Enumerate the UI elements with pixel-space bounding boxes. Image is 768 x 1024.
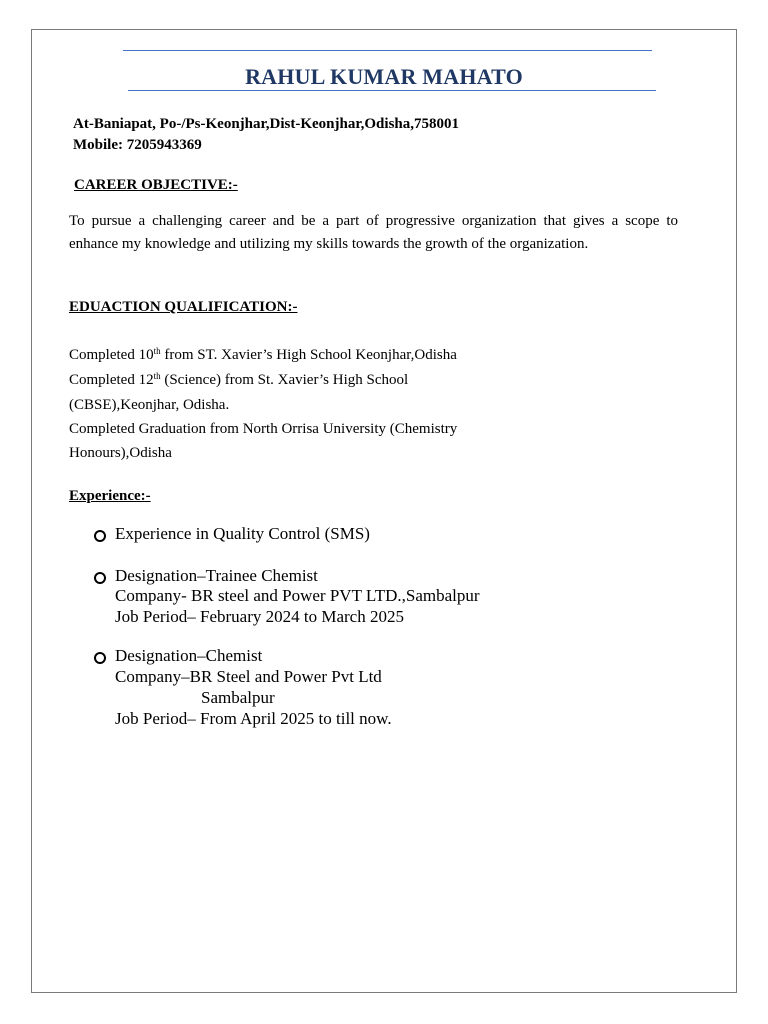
education-line-10th-post: from ST. Xavier’s High School Keonjhar,Odisha <box>160 347 457 363</box>
experience-item-trainee-designation: Designation–Trainee Chemist <box>115 566 318 585</box>
experience-item-chemist-designation: Designation–Chemist <box>115 646 263 665</box>
circle-bullet-icon <box>94 652 106 664</box>
education-line-graduation-cont: Honours),Odisha <box>69 445 172 461</box>
career-objective-heading: CAREER OBJECTIVE:- <box>74 177 238 193</box>
experience-item-chemist-company: Company–BR Steel and Power Pvt Ltd <box>115 667 382 686</box>
career-objective-text: To pursue a challenging career and be a part of progressive organization that gives a scope to enhance my knowledge and utilizing my skills towards the growth of the organization. <box>69 213 678 252</box>
address-line: At-Baniapat, Po-/Ps-Keonjhar,Dist-Keonjhar,Odisha,758001 <box>73 116 460 132</box>
title-rule-top <box>123 50 652 51</box>
education-line-12th-board: (CBSE),Keonjhar, Odisha. <box>69 397 230 413</box>
experience-item-trainee-period: Job Period– February 2024 to March 2025 <box>115 607 404 626</box>
education-line-12th <box>69 372 408 389</box>
education-line-12th-pre: Completed 12 <box>69 372 154 388</box>
experience-item-chemist-period: Job Period– From April 2025 to till now. <box>115 709 392 728</box>
experience-item-qc: Experience in Quality Control (SMS) <box>115 524 370 543</box>
title-rule-bottom <box>128 90 656 91</box>
page-border <box>31 29 737 993</box>
experience-heading: Experience:- <box>69 488 151 504</box>
education-line-10th <box>69 347 457 364</box>
experience-item-trainee-company: Company- BR steel and Power PVT LTD.,Sambalpur <box>115 586 480 605</box>
candidate-name: RAHUL KUMAR MAHATO <box>245 64 523 89</box>
education-line-12th-post: (Science) from St. Xavier’s High School <box>160 372 409 388</box>
mobile-line: Mobile: 7205943369 <box>73 137 202 153</box>
circle-bullet-icon <box>94 572 106 584</box>
circle-bullet-icon <box>94 530 106 542</box>
education-line-12th-sup: th <box>153 371 161 381</box>
experience-item-chemist-company-cont: Sambalpur <box>201 688 275 707</box>
education-line-10th-sup: th <box>153 346 161 356</box>
education-line-graduation: Completed Graduation from North Orrisa University (Chemistry <box>69 421 458 437</box>
education-heading: EDUACTION QUALIFICATION:- <box>69 299 298 315</box>
education-line-10th-pre: Completed 10 <box>69 347 154 363</box>
